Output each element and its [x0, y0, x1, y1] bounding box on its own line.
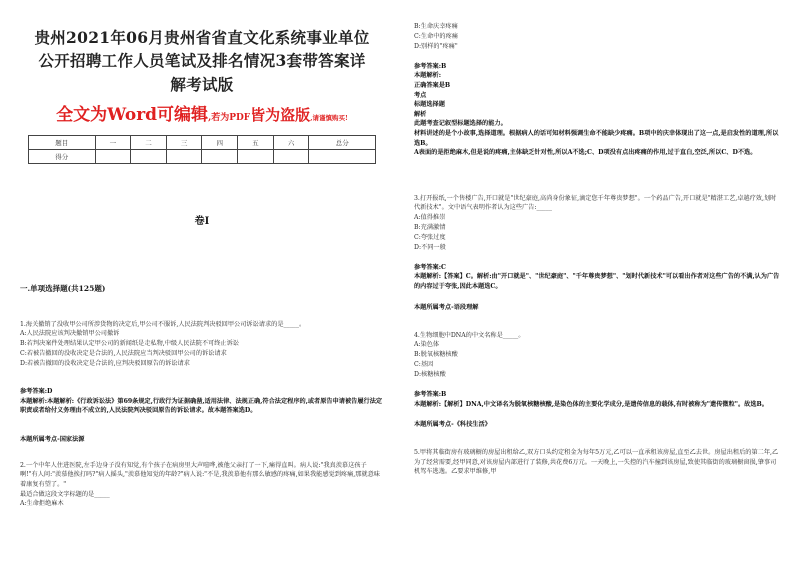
answer-line: 参考答案:C	[414, 263, 446, 271]
score-cell[interactable]	[166, 149, 202, 163]
option-d: D:核糖核酸	[414, 370, 446, 378]
option-c: C:夸张过度	[414, 233, 446, 241]
question-prompt: 最适合做这段文字标题的是_____	[20, 490, 110, 498]
score-cell: 六	[273, 135, 309, 149]
answer-line: 参考答案:B	[414, 390, 447, 398]
analysis-line: 此题考查记叙型标题选择的能力。	[414, 120, 507, 128]
analysis-line: 标题选择题	[414, 101, 445, 109]
right-column	[400, 0, 800, 565]
question-2	[20, 461, 384, 509]
option-a: A:染色体	[414, 341, 440, 349]
question-5	[414, 448, 780, 477]
option-d: D:不同一般	[414, 243, 446, 251]
option-b: B:脱氧核糖核酸	[414, 351, 458, 359]
question-3	[414, 194, 780, 311]
topic-tag: 本题所属考点-国家法源	[20, 435, 85, 443]
score-cell[interactable]	[273, 149, 309, 163]
title-line-1: 贵州2021年06月贵州省省直文化系统事业单位	[34, 28, 370, 47]
score-cell: 得分	[29, 149, 96, 163]
title-line-2: 公开招聘工作人员笔试及排名情况3套带答案详	[38, 51, 366, 71]
analysis-line: 正确答案是B	[414, 81, 451, 89]
analysis-line: 材料讲述的是个小故事,选择道理。根据病人的话可知材料强调生命不能缺少疼痛。B项中的庆幸体现出了这一点,是启发性的道理,所以选B。	[414, 130, 779, 147]
option-d: D:若被告撤回的没收决定是合法的,应判决驳回原告的诉讼请求	[20, 360, 190, 368]
analysis-line: 解析	[414, 110, 427, 118]
document-title	[20, 26, 384, 96]
score-cell[interactable]	[202, 149, 238, 163]
analysis-line: 本题解析:	[414, 72, 442, 80]
watermark-word: 全文为Word可编辑	[56, 104, 209, 125]
question-4	[414, 331, 780, 429]
option-d: D:别样的"疼痛"	[414, 42, 458, 50]
volume-heading: 卷I	[194, 215, 210, 227]
topic-tag: 本题所属考点-语段理解	[414, 303, 479, 311]
analysis-line: 考点	[414, 91, 427, 99]
score-table-header-row	[29, 135, 376, 149]
question-stem: 5.甲将其临街房有玻璃橱的房屋出租给乙,双方口头约定租金为每年5万元,乙可以一直承租该房屋,直至乙去世。房屋出租后的第二年,乙为了经营需要,经甲同意,对该房屋内部进行了装修,共花费6万元。一天晚上,一失控的汽车撞到该房屋,致使其临街的玻璃橱窗损,肇事司机驾车逃逸。乙要求甲维修,甲	[414, 449, 779, 476]
option-c: C:生命中的疼痛	[414, 32, 458, 40]
analysis-text: 本题解析:【解析】DNA,中文译名为脱氧核糖核酸,是染色体的主要化学成分,是遗传信息的载体,有时被称为"遗传微粒"。故选B。	[414, 400, 768, 408]
watermark-caution: ,请谨慎购买!	[310, 113, 348, 122]
score-cell[interactable]	[309, 149, 376, 163]
question-1	[20, 320, 384, 443]
score-cell: 四	[202, 135, 238, 149]
topic-tag: 本题所属考点-《科技生活》	[414, 421, 491, 429]
analysis-line: A表面的是拒绝麻木,但是说的疼痛,主体缺乏针对性,所以A不选;C、D项没有点出疼痛的作用,过于直白,空泛,所以C、D不选。	[414, 149, 757, 157]
title-line-3: 解考试版	[170, 74, 234, 94]
option-c: C:基因	[414, 361, 434, 369]
score-cell[interactable]	[238, 149, 274, 163]
option-b: B:充满激情	[414, 224, 446, 231]
answer-line: 参考答案:D	[20, 388, 53, 396]
score-cell: 题目	[29, 135, 96, 149]
option-c: C:若被告撤回的没收决定是合法的,人民法院应当判决驳回甲公司的诉讼请求	[20, 350, 227, 358]
question-stem: 3.打开报纸,一个售楼广告,开口就是"世纪豪庭,高尚身份象征,滴定您千年尊贵梦想"。一个药品广告,开口就是"精湛工艺,卓越疗效,划时代新技术"。文中语气表明作者认为这些广告:_____	[414, 194, 777, 212]
question-2-continued	[414, 22, 780, 158]
question-stem: 2.一个中年人住进医院,左手边身子没有知觉,有个孩子在病房里大声喧哗,被他父亲打了一下,痛得直叫。病人说:"我真羡慕这孩子啊!"有人问:"羡慕他挨打吗?"病人摇头,"羡慕他知觉的年龄?"病人说:"不是,我羡慕他有那么敏感的疼痛,如果我能感觉到疼痛,那就意味着康复有望了。"	[20, 461, 380, 489]
score-cell: 总分	[309, 135, 376, 149]
option-a: A:生命拒绝麻木	[20, 500, 64, 508]
option-b: B:生命庆幸疼痛	[414, 23, 458, 30]
answer-line: 参考答案:B	[414, 62, 447, 70]
option-a: A:值得推崇	[414, 214, 446, 222]
score-table	[28, 135, 376, 164]
section-heading: 一.单项选择题(共125题)	[20, 283, 106, 293]
analysis-text: 本题解析:本题解析:《行政诉讼法》第69条规定,行政行为证据确凿,适用法律、法规正确,符合法定程序的,或者原告申请被告履行法定职责或者给付义务理由不成立的,人民法院判决驳回原告的诉讼请求。故本题答案选D。	[20, 397, 383, 415]
option-b: B:若判决案件处理结果认定甲公司的新闻纸是走私物,中级人民法院不可终止诉讼	[20, 340, 239, 348]
score-cell: 三	[166, 135, 202, 149]
score-table-score-row	[29, 149, 376, 163]
watermark-piracy: 皆为盗版	[250, 105, 311, 124]
score-cell[interactable]	[95, 149, 131, 163]
analysis-text: 本题解析:【答案】C。解析:由"开口就是"、"世纪豪庭"、"千年尊贵梦想"、"划时代新技术"可以看出作者对这些广告的不满,认为广告的内容过于夸张,因此本题选C。	[414, 273, 780, 290]
question-stem: 4.生物细胞中DNA的中文名称是_____。	[414, 331, 525, 339]
option-a: A:人民法院应该判决撤销甲公司撤诉	[20, 330, 120, 338]
question-stem: 1.海关撤销了没收甲公司所涉货物的决定后,甲公司不服诉,人民法院判决驳回甲公司诉讼请求的是_____。	[20, 320, 306, 328]
score-cell: 二	[131, 135, 167, 149]
watermark-notice	[20, 100, 384, 125]
score-cell: 五	[238, 135, 274, 149]
score-cell[interactable]	[131, 149, 167, 163]
watermark-pdf: ,若为PDF	[208, 112, 251, 123]
score-cell: 一	[95, 135, 131, 149]
